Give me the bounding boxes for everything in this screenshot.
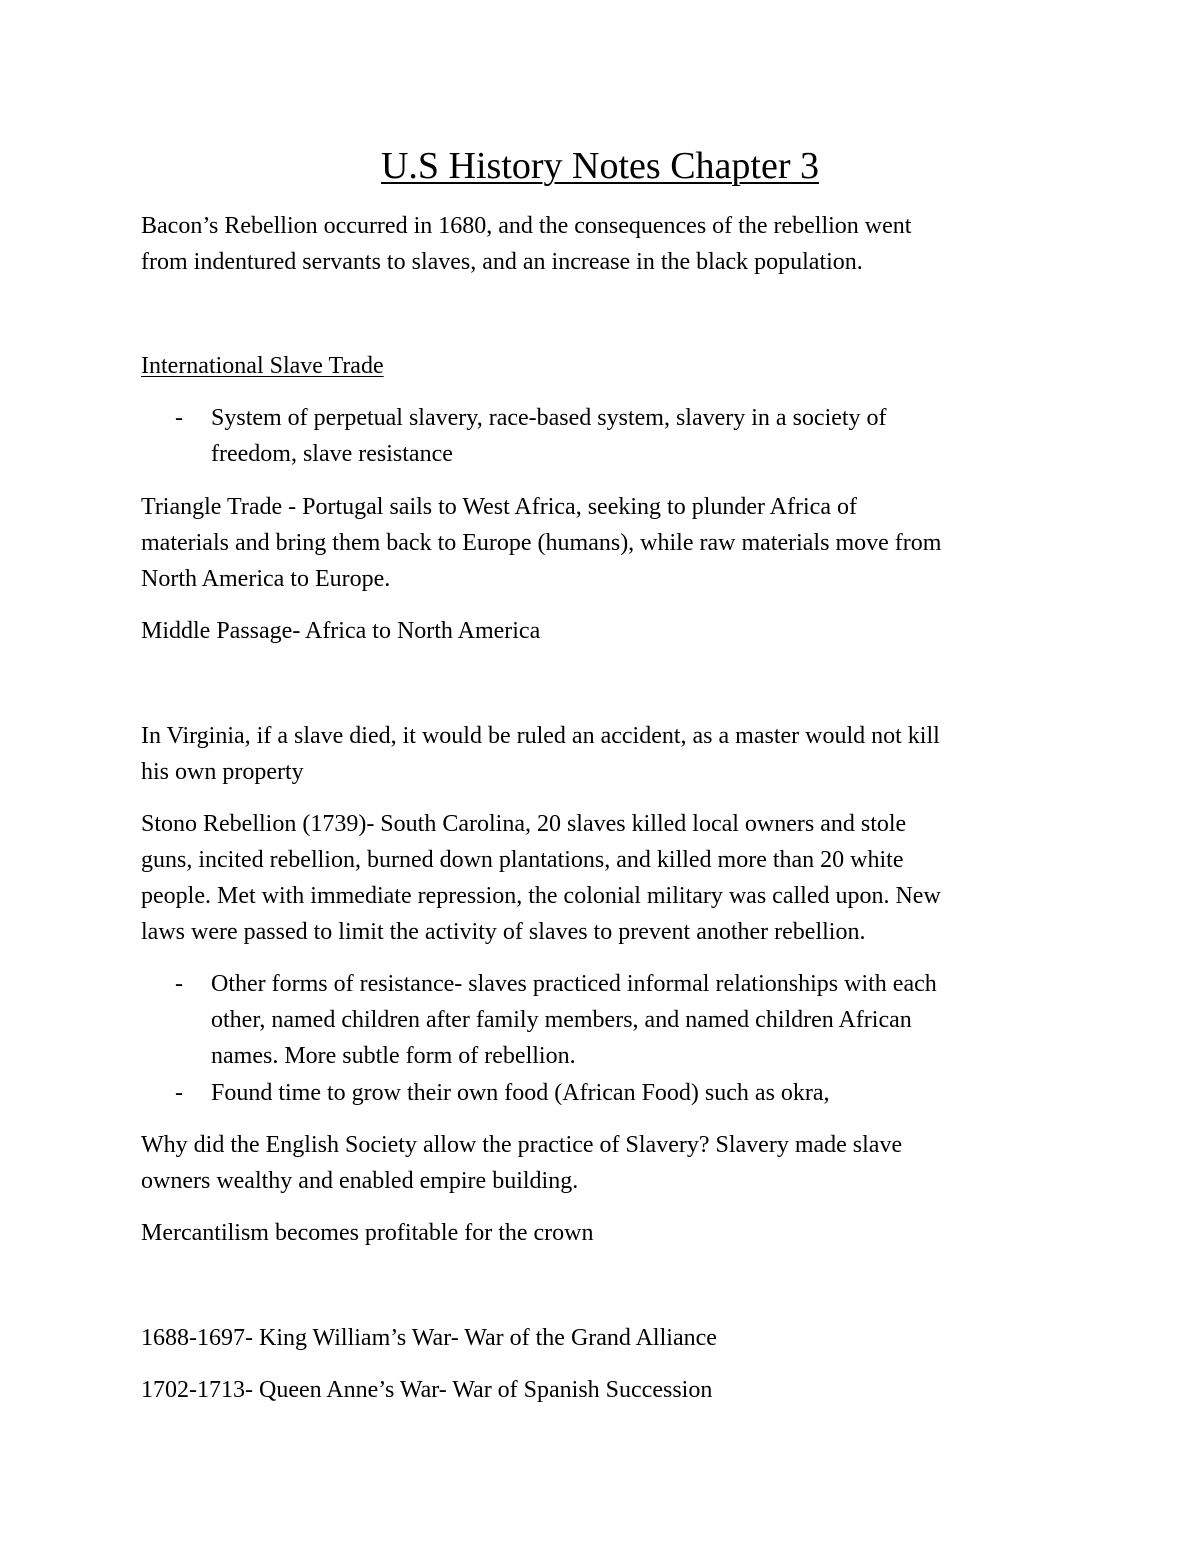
paragraph-bacons-rebellion bbox=[141, 208, 1061, 280]
paragraph-middle-passage bbox=[141, 613, 1061, 649]
text-line: Middle Passage- Africa to North America bbox=[141, 618, 541, 644]
text-line: System of perpetual slavery, race-based system, slavery in a society of bbox=[211, 405, 887, 431]
paragraph-mercantilism bbox=[141, 1215, 1061, 1251]
text-line: In Virginia, if a slave died, it would be ruled an accident, as a master would not kill bbox=[141, 723, 940, 749]
document-title: U.S History Notes Chapter 3 bbox=[380, 145, 820, 187]
paragraph-triangle-trade bbox=[141, 489, 1061, 597]
paragraph-why-slavery bbox=[141, 1127, 1061, 1199]
bullet-item-own-food bbox=[141, 1075, 1061, 1111]
bullet-item-other-resistance bbox=[141, 966, 1061, 1074]
text-line: owners wealthy and enabled empire building. bbox=[141, 1168, 579, 1194]
bullet-text bbox=[211, 966, 1061, 1074]
bullet-item-perpetual-slavery bbox=[141, 400, 1061, 472]
text-line: 1688-1697- King William’s War- War of the Grand Alliance bbox=[141, 1325, 717, 1351]
bullet-dash: - bbox=[175, 405, 183, 431]
paragraph-virginia bbox=[141, 718, 1061, 790]
text-line: North America to Europe. bbox=[141, 566, 391, 592]
text-line: names. More subtle form of rebellion. bbox=[211, 1043, 576, 1069]
text-line: laws were passed to limit the activity of slaves to prevent another rebellion. bbox=[141, 919, 866, 945]
heading-text: International Slave Trade bbox=[141, 353, 384, 379]
text-line: Mercantilism becomes profitable for the crown bbox=[141, 1220, 594, 1246]
bullet-dash: - bbox=[175, 971, 183, 997]
paragraph-king-williams-war bbox=[141, 1320, 1061, 1356]
bullet-text bbox=[211, 400, 1061, 472]
text-line: guns, incited rebellion, burned down plantations, and killed more than 20 white bbox=[141, 847, 904, 873]
text-line: other, named children after family members, and named children African bbox=[211, 1007, 912, 1033]
paragraph-stono-rebellion bbox=[141, 806, 1061, 950]
text-line: Triangle Trade - Portugal sails to West Africa, seeking to plunder Africa of bbox=[141, 494, 857, 520]
text-line: freedom, slave resistance bbox=[211, 441, 453, 467]
section-heading-slave-trade bbox=[141, 348, 1061, 384]
text-line: 1702-1713- Queen Anne’s War- War of Spanish Succession bbox=[141, 1377, 713, 1403]
text-line: from indentured servants to slaves, and an increase in the black population. bbox=[141, 249, 863, 275]
text-line: Bacon’s Rebellion occurred in 1680, and the consequences of the rebellion went bbox=[141, 213, 912, 239]
paragraph-queen-annes-war bbox=[141, 1372, 1061, 1408]
text-line: Stono Rebellion (1739)- South Carolina, 20 slaves killed local owners and stole bbox=[141, 811, 907, 837]
bullet-dash: - bbox=[175, 1080, 183, 1106]
text-line: materials and bring them back to Europe (humans), while raw materials move from bbox=[141, 530, 942, 556]
text-line: Other forms of resistance- slaves practiced informal relationships with each bbox=[211, 971, 937, 997]
text-line: his own property bbox=[141, 759, 304, 785]
text-line: people. Met with immediate repression, the colonial military was called upon. New bbox=[141, 883, 941, 909]
bullet-text bbox=[211, 1075, 1061, 1111]
text-line: Why did the English Society allow the practice of Slavery? Slavery made slave bbox=[141, 1132, 903, 1158]
text-line: Found time to grow their own food (African Food) such as okra, bbox=[211, 1080, 830, 1106]
